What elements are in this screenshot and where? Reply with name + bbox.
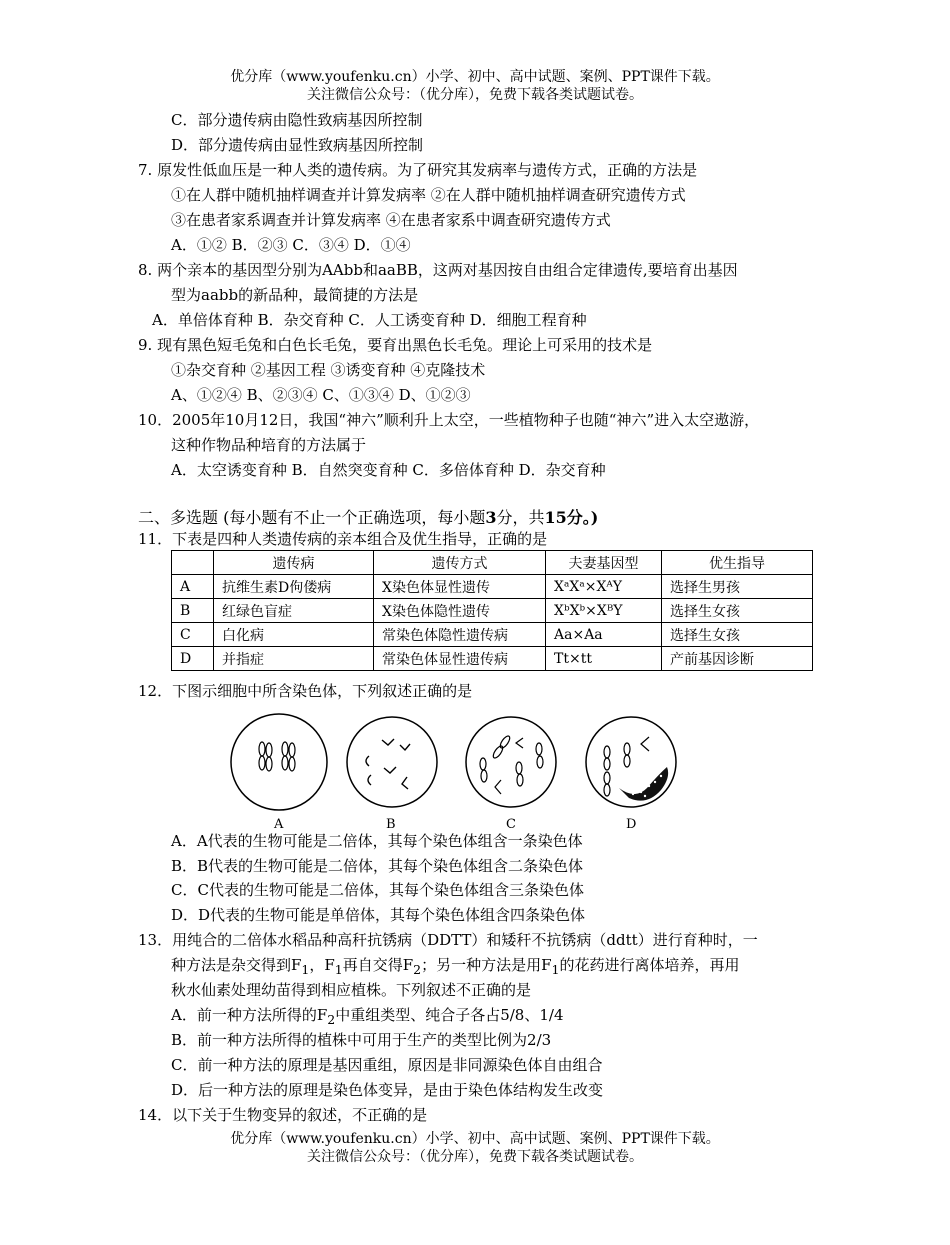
q6-option-d: D．部分遗传病由显性致病基因所控制 xyxy=(171,136,424,154)
header-line-1: 优分库（www.youfenku.cn）小学、初中、高中试题、案例、PPT课件下载。 xyxy=(230,69,720,85)
section-2-score-total: 15 xyxy=(544,508,567,527)
row-id: C xyxy=(172,623,214,647)
row-id: B xyxy=(172,599,214,623)
section-2-title-f: 分。) xyxy=(566,508,599,527)
cell-label-d: D xyxy=(626,817,637,832)
table-header-cell: 夫妻基因型 xyxy=(546,551,662,575)
q13-stem-line-3: 秋水仙素处理幼苗得到相应植株。下列叙述不正确的是 xyxy=(171,981,532,999)
q12-option-a: A．A代表的生物可能是二倍体，其每个染色体组含一条染色体 xyxy=(171,832,583,850)
q13-option-c: C．前一种方法的原理是基因重组，原因是非同源染色体自由组合 xyxy=(171,1056,603,1074)
q11-stem: 11．下表是四种人类遗传病的亲本组合及优生指导，正确的是 xyxy=(138,530,548,548)
q12-stem: 12．下图示细胞中所含染色体，下列叙述正确的是 xyxy=(138,682,473,700)
q13-option-d: D．后一种方法的原理是染色体变异，是由于染色体结构发生改变 xyxy=(171,1081,604,1099)
q13-text: 的花药进行离体培养，再用 xyxy=(559,956,740,974)
q12-option-b: B．B代表的生物可能是二倍体，其每个染色体组含二条染色体 xyxy=(171,857,584,875)
q7-items-1-2: ①在人群中随机抽样调查并计算发病率 ②在人群中随机抽样调查研究遗传方式 xyxy=(171,186,686,204)
q9-techniques: ①杂交育种 ②基因工程 ③诱变育种 ④克隆技术 xyxy=(171,361,486,379)
q13-stem-line-1: 13．用纯合的二倍体水稻品种高秆抗锈病（DDTT）和矮秆不抗锈病（ddtt）进行育种时，一 xyxy=(138,931,758,949)
genetic-disease-table xyxy=(171,550,813,671)
section-2-title-d: 分，共 xyxy=(496,508,545,527)
inheritance-cell: 常染色体隐性遗传病 xyxy=(374,623,546,647)
q13-option-b: B．前一种方法所得的植株中可用于生产的类型比例为2/3 xyxy=(171,1031,552,1049)
q10-stem-line-2: 这种作物品种培育的方法属于 xyxy=(171,436,367,454)
subscript: 1 xyxy=(301,962,310,977)
table-header-cell: 遗传方式 xyxy=(374,551,546,575)
advice-cell: 选择生女孩 xyxy=(662,623,813,647)
section-2-score-each: 3 xyxy=(485,508,497,527)
section-2-title-b: 每小题有不止一个正确选项，每小题 xyxy=(229,508,486,527)
disease-cell: 红绿色盲症 xyxy=(214,599,374,623)
advice-cell: 选择生女孩 xyxy=(662,599,813,623)
row-id: A xyxy=(172,575,214,599)
q6-option-c: C．部分遗传病由隐性致病基因所控制 xyxy=(171,111,423,129)
q12-option-d: D．D代表的生物可能是单倍体，其每个染色体组含四条染色体 xyxy=(171,906,586,924)
q13-option-a-text: 中重组类型、纯合子各占5/8、1/4 xyxy=(335,1006,564,1024)
subscript: 1 xyxy=(334,962,343,977)
subscript: 2 xyxy=(327,1012,336,1027)
cell-label-c: C xyxy=(506,817,516,832)
table-header-row xyxy=(172,551,813,575)
q13-text: ；另一种方法是用F xyxy=(421,956,552,974)
table-row xyxy=(172,647,813,671)
cell-d xyxy=(586,717,676,832)
q7-stem: 7. 原发性低血压是一种人类的遗传病。为了研究其发病率与遗传方式，正确的方法是 xyxy=(138,161,698,179)
q14-stem: 14．以下关于生物变异的叙述，不正确的是 xyxy=(138,1106,428,1124)
genotype-cell: Tt×tt xyxy=(546,647,662,671)
table-header-cell xyxy=(172,551,214,575)
q7-items-3-4: ③在患者家系调查并计算发病率 ④在患者家系中调查研究遗传方式 xyxy=(171,211,611,229)
q10-stem-line-1: 10．2005年10月12日，我国“神六”顺利升上太空，一些植物种子也随“神六”进入太空遨游， xyxy=(138,411,760,429)
table-header-cell: 优生指导 xyxy=(662,551,813,575)
cell-b xyxy=(347,717,437,832)
q9-stem: 9. 现有黑色短毛兔和白色长毛兔，要育出黑色长毛兔。理论上可采用的技术是 xyxy=(138,336,653,354)
genotype-cell: Aa×Aa xyxy=(546,623,662,647)
section-2-title xyxy=(138,508,598,528)
footer-line-1: 优分库（www.youfenku.cn）小学、初中、高中试题、案例、PPT课件下载。 xyxy=(230,1131,720,1147)
section-2-title-a: 二、多选题 ( xyxy=(138,508,230,527)
subscript: 1 xyxy=(551,962,560,977)
table-row xyxy=(172,623,813,647)
q10-options: A．太空诱变育种 B．自然突变育种 C．多倍体育种 D．杂交育种 xyxy=(171,461,606,479)
cell-label-a: A xyxy=(274,817,284,832)
chromosome-cells-figure xyxy=(222,712,682,832)
cell-a xyxy=(231,714,327,832)
disease-cell: 白化病 xyxy=(214,623,374,647)
genotype-cell: XᵃXᵃ×XᴬY xyxy=(546,575,662,599)
q8-options: A．单倍体育种 B．杂交育种 C．人工诱变育种 D．细胞工程育种 xyxy=(152,311,587,329)
subscript: 2 xyxy=(413,962,422,977)
header-line-2: 关注微信公众号：（优分库），免费下载各类试题试卷。 xyxy=(307,87,643,103)
cell-label-b: B xyxy=(386,817,396,832)
q13-text: 种方法是杂交得到F xyxy=(171,956,302,974)
q8-stem-line-2: 型为aabb的新品种，最简捷的方法是 xyxy=(171,286,419,304)
inheritance-cell: X染色体隐性遗传 xyxy=(374,599,546,623)
table-row xyxy=(172,599,813,623)
q13-option-a-text: A．前一种方法所得的F xyxy=(171,1006,328,1024)
genotype-cell: XᵇXᵇ×XᴮY xyxy=(546,599,662,623)
q12-option-c: C．C代表的生物可能是二倍体，其每个染色体组含三条染色体 xyxy=(171,881,584,899)
footer-line-2: 关注微信公众号：（优分库），免费下载各类试题试卷。 xyxy=(307,1149,643,1165)
table-row xyxy=(172,575,813,599)
table-header-cell: 遗传病 xyxy=(214,551,374,575)
cell-c xyxy=(466,717,556,832)
q13-text: ，F xyxy=(309,956,335,974)
advice-cell: 选择生男孩 xyxy=(662,575,813,599)
q8-stem-line-1: 8. 两个亲本的基因型分别为AAbb和aaBB，这两对基因按自由组合定律遗传,要培育出基因 xyxy=(138,261,738,279)
inheritance-cell: 常染色体显性遗传病 xyxy=(374,647,546,671)
q13-stem-line-2 xyxy=(171,955,740,980)
q9-options: A、①②④ B、②③④ C、①③④ D、①②③ xyxy=(171,386,471,404)
q13-text: 再自交得F xyxy=(342,956,414,974)
advice-cell: 产前基因诊断 xyxy=(662,647,813,671)
disease-cell: 抗维生素D佝偻病 xyxy=(214,575,374,599)
q13-option-a xyxy=(171,1005,564,1030)
row-id: D xyxy=(172,647,214,671)
disease-cell: 并指症 xyxy=(214,647,374,671)
inheritance-cell: X染色体显性遗传 xyxy=(374,575,546,599)
q7-options: A．①② B．②③ C．③④ D．①④ xyxy=(171,236,411,254)
